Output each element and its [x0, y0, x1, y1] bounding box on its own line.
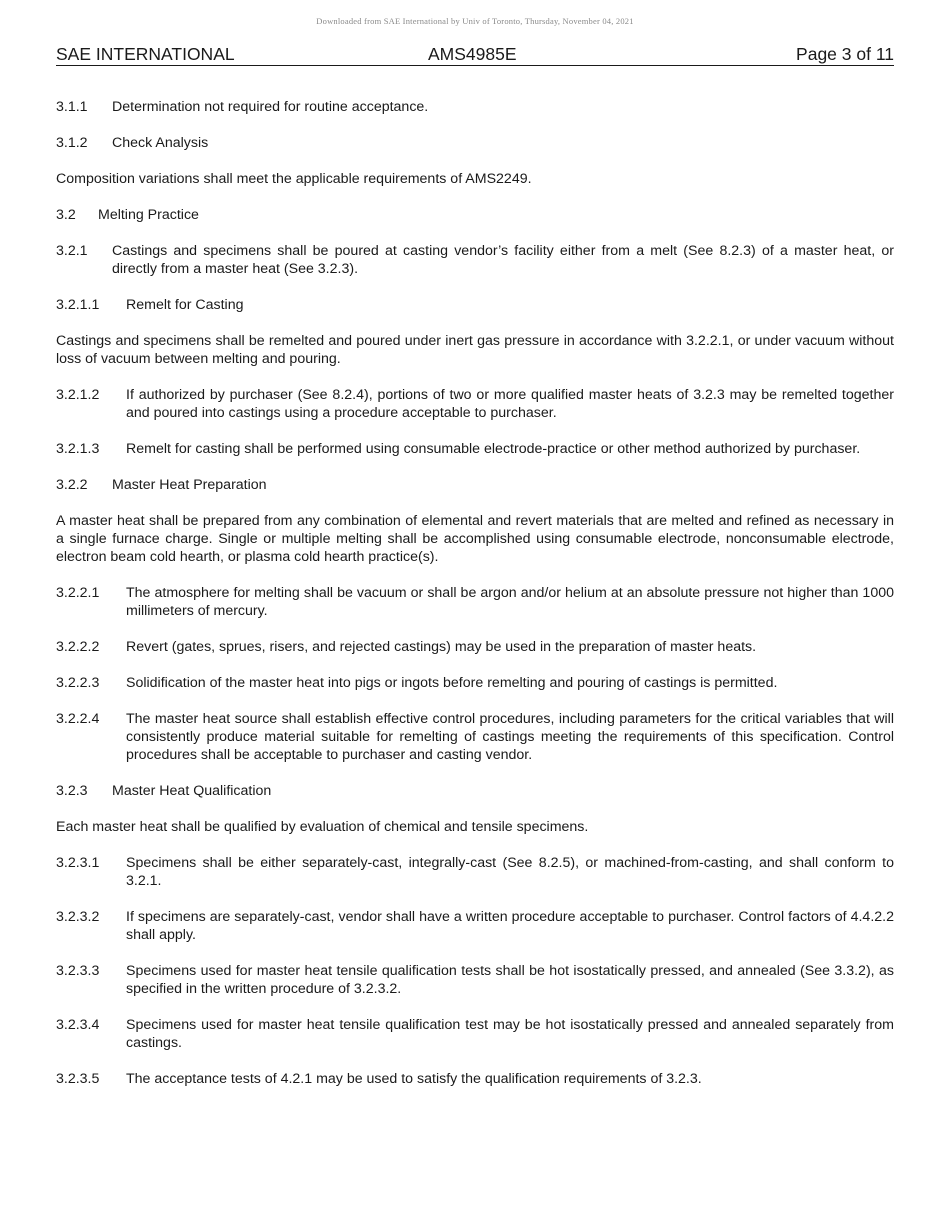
section-number: 3.2.3.1	[56, 855, 100, 871]
header-page-number: Page 3 of 11	[796, 44, 894, 64]
section-number: 3.2.2.1	[56, 585, 100, 601]
paragraph-qualification: Each master heat shall be qualified by evaluation of chemical and tensile specimens.	[56, 819, 589, 835]
section-3-2-2-4	[56, 710, 894, 764]
section-heading: Melting Practice	[98, 207, 199, 223]
section-number: 3.2.3.2	[56, 909, 100, 925]
section-number: 3.2.2.2	[56, 639, 100, 655]
section-heading: Remelt for Casting	[126, 297, 244, 313]
section-3-2-1-1	[56, 296, 894, 314]
section-number: 3.2.2	[56, 477, 88, 493]
section-3-2-3	[56, 782, 894, 800]
section-text: Solidification of the master heat into pigs or ingots before remelting and pouring of castings is permitted.	[126, 675, 778, 691]
section-3-2-1-3	[56, 440, 894, 458]
section-number: 3.2.3	[56, 783, 88, 799]
section-text: Remelt for casting shall be performed using consumable electrode-practice or other method authorized by purchaser.	[126, 441, 861, 457]
section-number: 3.1.1	[56, 99, 88, 115]
section-text: If authorized by purchaser (See 8.2.4), portions of two or more qualified master heats of 3.2.3 may be remelted together and poured into castings using a procedure acceptable to purchaser.	[126, 387, 894, 421]
section-heading: Master Heat Qualification	[112, 783, 272, 799]
section-3-2-2-2	[56, 638, 894, 656]
section-text: If specimens are separately-cast, vendor shall have a written procedure acceptable to purchaser. Control factors of 4.4.2.2 shall apply.	[126, 909, 894, 943]
section-number: 3.2.1	[56, 243, 88, 259]
section-heading: Check Analysis	[112, 135, 209, 151]
document-body	[56, 98, 894, 1106]
section-number: 3.2	[56, 207, 76, 223]
section-text: The atmosphere for melting shall be vacuum or shall be argon and/or helium at an absolute pressure not higher than 1000 millimeters of mercury.	[126, 585, 894, 619]
section-3-2-2-1	[56, 584, 894, 620]
section-3-2	[56, 206, 894, 224]
section-number: 3.1.2	[56, 135, 88, 151]
header-document-number: AMS4985E	[428, 44, 517, 64]
paragraph-master-heat: A master heat shall be prepared from any combination of elemental and revert materials that are melted and refined as necessary in a single furnace charge. Single or multiple melting shall be accomplished using consumable electrode, nonconsumable electrode, electron beam cold hearth, or plasma cold hearth practice(s).	[56, 513, 894, 565]
section-number: 3.2.3.5	[56, 1071, 100, 1087]
section-3-2-3-5	[56, 1070, 894, 1088]
section-3-2-3-4	[56, 1016, 894, 1052]
section-text: The acceptance tests of 4.2.1 may be used to satisfy the qualification requirements of 3.2.3.	[126, 1071, 702, 1087]
section-3-2-1	[56, 242, 894, 278]
section-number: 3.2.2.3	[56, 675, 100, 691]
section-number: 3.2.1.1	[56, 297, 100, 313]
section-3-2-3-1	[56, 854, 894, 890]
paragraph-composition: Composition variations shall meet the applicable requirements of AMS2249.	[56, 171, 532, 187]
section-text: Determination not required for routine acceptance.	[112, 99, 429, 115]
section-3-1-2	[56, 134, 894, 152]
section-number: 3.2.2.4	[56, 711, 100, 727]
section-3-2-3-2	[56, 908, 894, 944]
section-text: Specimens used for master heat tensile qualification tests shall be hot isostatically pressed, and annealed (See 3.3.2), as specified in the written procedure of 3.2.3.2.	[126, 963, 894, 997]
section-text: Revert (gates, sprues, risers, and rejected castings) may be used in the preparation of master heats.	[126, 639, 757, 655]
section-number: 3.2.3.4	[56, 1017, 100, 1033]
page-header	[56, 44, 894, 66]
section-text: Specimens used for master heat tensile qualification test may be hot isostatically pressed and annealed separately from castings.	[126, 1017, 894, 1051]
section-3-2-1-2	[56, 386, 894, 422]
section-number: 3.2.3.3	[56, 963, 100, 979]
section-3-1-1	[56, 98, 894, 116]
section-number: 3.2.1.3	[56, 441, 100, 457]
download-watermark: Downloaded from SAE International by Univ of Toronto, Thursday, November 04, 2021	[316, 16, 634, 26]
section-heading: Master Heat Preparation	[112, 477, 267, 493]
section-text: Castings and specimens shall be poured at casting vendor’s facility either from a melt (See 8.2.3) of a master heat, or directly from a master heat (See 3.2.3).	[112, 243, 894, 277]
section-number: 3.2.1.2	[56, 387, 100, 403]
paragraph-remelt: Castings and specimens shall be remelted and poured under inert gas pressure in accordance with 3.2.2.1, or under vacuum without loss of vacuum between melting and pouring.	[56, 333, 894, 367]
section-text: The master heat source shall establish effective control procedures, including parameters for the critical variables that will consistently produce material suitable for remelting of castings meeting the requirements of this specification. Control procedures shall be acceptable to purchaser and casting vendor.	[126, 711, 894, 763]
header-organization: SAE INTERNATIONAL	[56, 44, 235, 64]
section-3-2-2-3	[56, 674, 894, 692]
section-text: Specimens shall be either separately-cast, integrally-cast (See 8.2.5), or machined-from-casting, and shall conform to 3.2.1.	[126, 855, 894, 889]
section-3-2-2	[56, 476, 894, 494]
section-3-2-3-3	[56, 962, 894, 998]
